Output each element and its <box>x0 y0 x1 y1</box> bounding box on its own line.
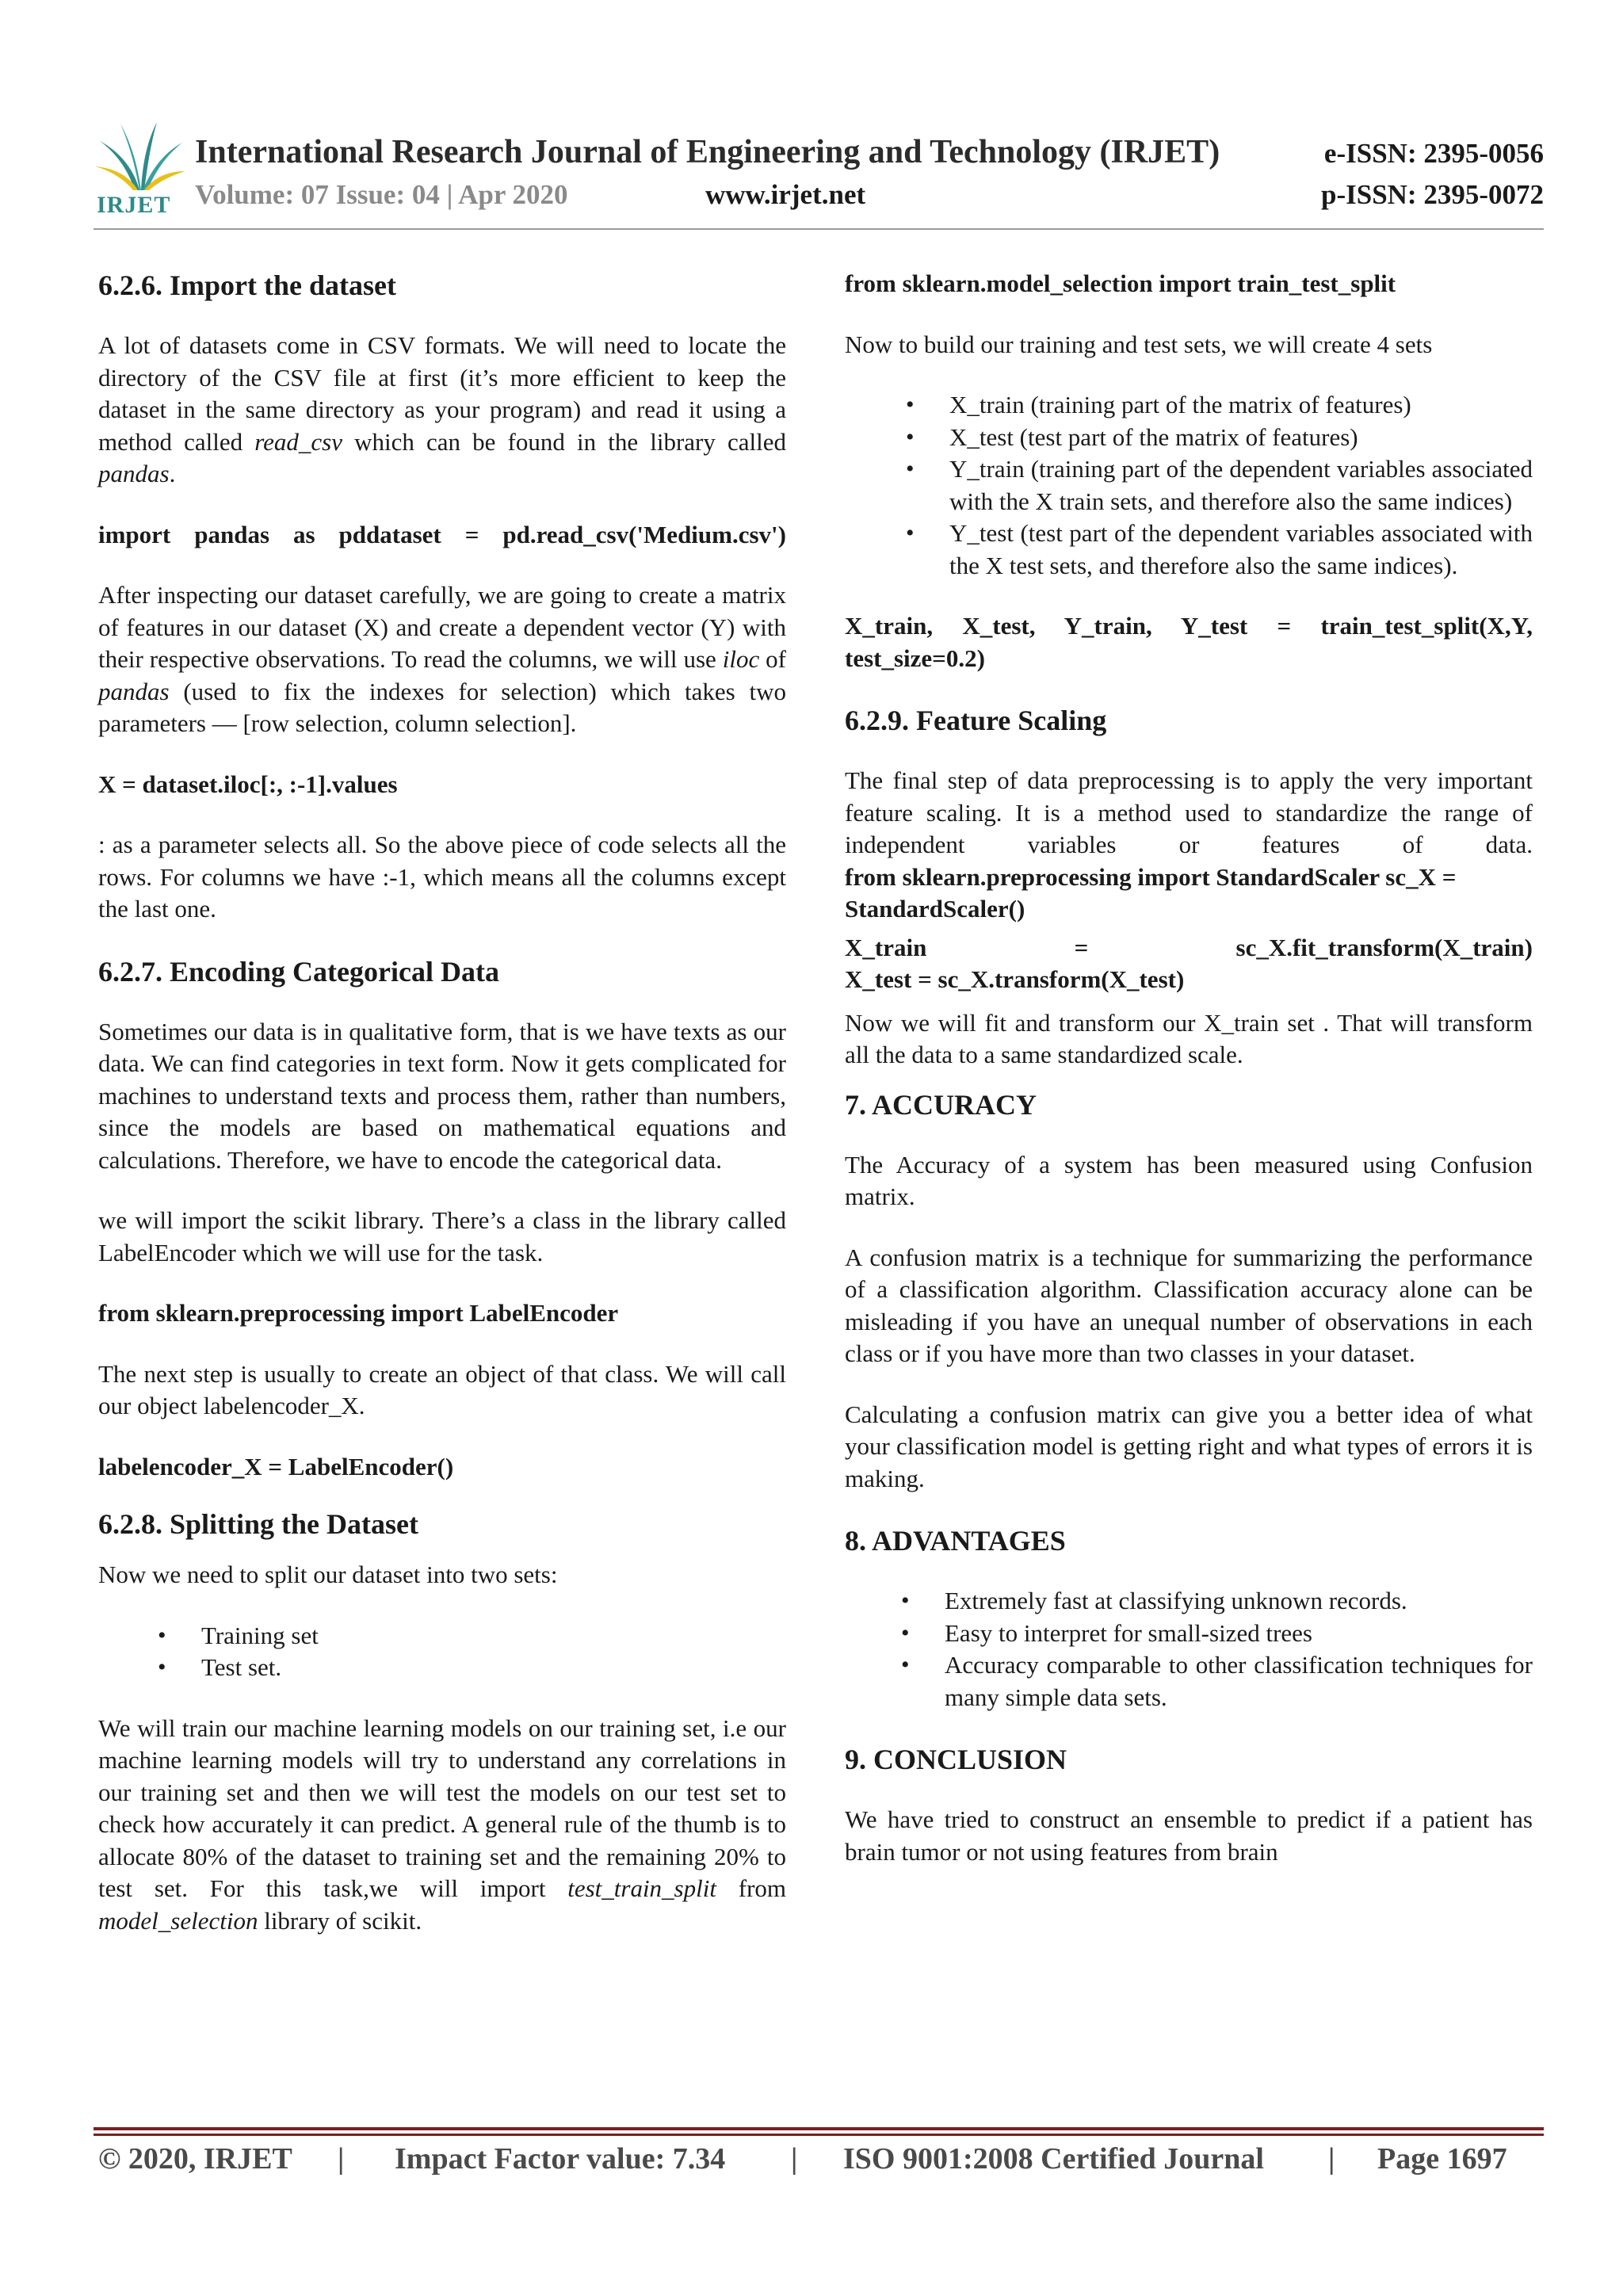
list-item: • Easy to interpret for small-sized trees <box>945 1618 1533 1650</box>
section-heading-6-2-7: 6.2.7. Encoding Categorical Data <box>98 955 499 988</box>
section-heading-6-2-8: 6.2.8. Splitting the Dataset <box>98 1508 418 1540</box>
paragraph: The next step is usually to create an object of that class. We will call our object labelencoder_X. <box>98 1359 786 1419</box>
list-item: • Y_train (training part of the dependent variables associated with the X train sets, and therefore also the same indices) <box>949 453 1533 518</box>
footer-iso: ISO 9001:2008 Certified Journal <box>843 2142 1264 2176</box>
footer-divider-thin <box>94 2134 1544 2136</box>
paragraph: : as a parameter selects all. So the above piece of code selects all the rows. For columns we have :-1, which means all the columns except the last one. <box>98 831 786 923</box>
right-column <box>845 268 1533 1897</box>
code-snippet: X_train, X_test, Y_train, Y_test = train_test_split(X,Y, test_size=0.2) <box>845 612 1533 672</box>
code-snippet: import pandas as pddataset = pd.read_csv('Medium.csv') <box>98 520 786 548</box>
paragraph: Now we need to split our dataset into two sets: <box>98 1561 558 1588</box>
code-snippet: X_train = sc_X.fit_transform(X_train) <box>845 933 1533 961</box>
logo-wordmark: IRJET <box>97 192 171 218</box>
bullet-list <box>98 1620 786 1684</box>
paragraph: we will import the scikit library. There’s a class in the library called LabelEncoder which we will use for the task. <box>98 1206 786 1266</box>
e-issn: e-ISSN: 2395-0056 <box>1323 138 1544 169</box>
list-item: • Extremely fast at classifying unknown records. <box>945 1585 1533 1618</box>
list-item: • Accuracy comparable to other classification techniques for many simple data sets. <box>945 1649 1533 1713</box>
list-item: • Y_test (test part of the dependent variables associated with the X test sets, and therefore also the same indices). <box>949 518 1533 582</box>
footer-page-number: Page 1697 <box>1377 2142 1507 2176</box>
code-snippet: from sklearn.preprocessing import StandardScaler sc_X = StandardScaler() <box>845 862 1457 923</box>
paragraph: We have tried to construct an ensemble to predict if a patient has brain tumor or not using features from brain <box>845 1805 1533 1866</box>
code-snippet: X_test = sc_X.transform(X_test) <box>845 965 1185 993</box>
paragraph: Sometimes our data is in qualitative form, that is we have texts as our data. We can find categories in text form. Now it gets complicated for machines to understand texts and process them, rather than numbers, since the models are based on mathematical equations and calculations. Therefore, we have to encode the categorical data. <box>98 1017 786 1174</box>
journal-website-link[interactable]: www.irjet.net <box>705 179 866 210</box>
list-item: • Test set. <box>201 1652 786 1684</box>
journal-title: International Research Journal of Engineering and Technology (IRJET) <box>195 134 1220 170</box>
code-snippet: from sklearn.preprocessing import LabelEncoder <box>98 1299 619 1327</box>
bullet-list <box>845 1585 1533 1713</box>
paragraph: A confusion matrix is a technique for summarizing the performance of a classification algorithm. Classification accuracy alone can be misleading if you have an unequal number of observations in each class or if you have more than two classes in your dataset. <box>845 1243 1533 1367</box>
section-heading-7: 7. ACCURACY <box>845 1088 1037 1121</box>
paragraph: The Accuracy of a system has been measured using Confusion matrix. <box>845 1150 1533 1210</box>
volume-issue: Volume: 07 Issue: 04 | Apr 2020 <box>195 179 568 210</box>
page-header <box>94 111 1544 230</box>
left-column <box>98 268 786 1966</box>
section-heading-8: 8. ADVANTAGES <box>845 1525 1066 1557</box>
section-heading-6-2-6: 6.2.6. Import the dataset <box>98 269 396 301</box>
footer-divider-thick <box>94 2127 1544 2130</box>
section-heading-6-2-9: 6.2.9. Feature Scaling <box>845 705 1107 736</box>
footer-impact-factor: Impact Factor value: 7.34 <box>395 2142 726 2176</box>
page-footer <box>98 2141 1549 2181</box>
irjet-logo <box>94 119 187 222</box>
footer-separator: | <box>791 2142 798 2176</box>
list-item: • X_test (test part of the matrix of features) <box>949 422 1533 454</box>
list-item: • X_train (training part of the matrix of features) <box>949 389 1533 422</box>
paragraph: Now to build our training and test sets, we will create 4 sets <box>845 330 1433 358</box>
list-item: • Training set <box>201 1620 786 1652</box>
footer-separator: | <box>1328 2142 1335 2176</box>
code-snippet: labelencoder_X = LabelEncoder() <box>98 1452 454 1480</box>
footer-copyright: © 2020, IRJET <box>98 2142 292 2176</box>
leaf-fan-icon <box>94 119 187 195</box>
paragraph: After inspecting our dataset carefully, we are going to create a matrix of features in our dataset (X) and create a dependent vector (Y) with their respective observations. To read the columns, we will use iloc of pandas (used to fix the indexes for selection) which takes two parameters — [row selection, column selection]. <box>98 581 786 737</box>
header-divider <box>94 228 1544 230</box>
footer-separator: | <box>338 2142 345 2176</box>
bullet-list <box>845 389 1533 582</box>
paragraph: Now we will fit and transform our X_train set . That will transform all the data to a same standardized scale. <box>845 1008 1533 1068</box>
p-issn: p-ISSN: 2395-0072 <box>1320 179 1544 210</box>
paragraph: The final step of data preprocessing is to apply the very important feature scaling. It is a method used to standardize the range of independent variables or features of data. <box>845 766 1533 858</box>
code-snippet: X = dataset.iloc[:, :-1].values <box>98 770 398 798</box>
paragraph: A lot of datasets come in CSV formats. We will need to locate the directory of the CSV file at first (it’s more efficient to keep the dataset in the same directory as your program) and read it using a method called read_csv which can be found in the library called pandas. <box>98 331 786 487</box>
paragraph: Calculating a confusion matrix can give you a better idea of what your classification model is getting right and what types of errors it is making. <box>845 1400 1533 1492</box>
section-heading-9: 9. CONCLUSION <box>845 1744 1067 1775</box>
paragraph: We will train our machine learning models on our training set, i.e our machine learning models will try to understand any correlations in our training set and then we will test the models on our test set to check how accurately it can predict. A general rule of the thumb is to allocate 80% of the dataset to training set and the remaining 20% to test set. For this task,we will import test_train_split from model_selection library of scikit. <box>98 1713 786 1935</box>
code-snippet: from sklearn.model_selection import train_test_split <box>845 269 1396 297</box>
